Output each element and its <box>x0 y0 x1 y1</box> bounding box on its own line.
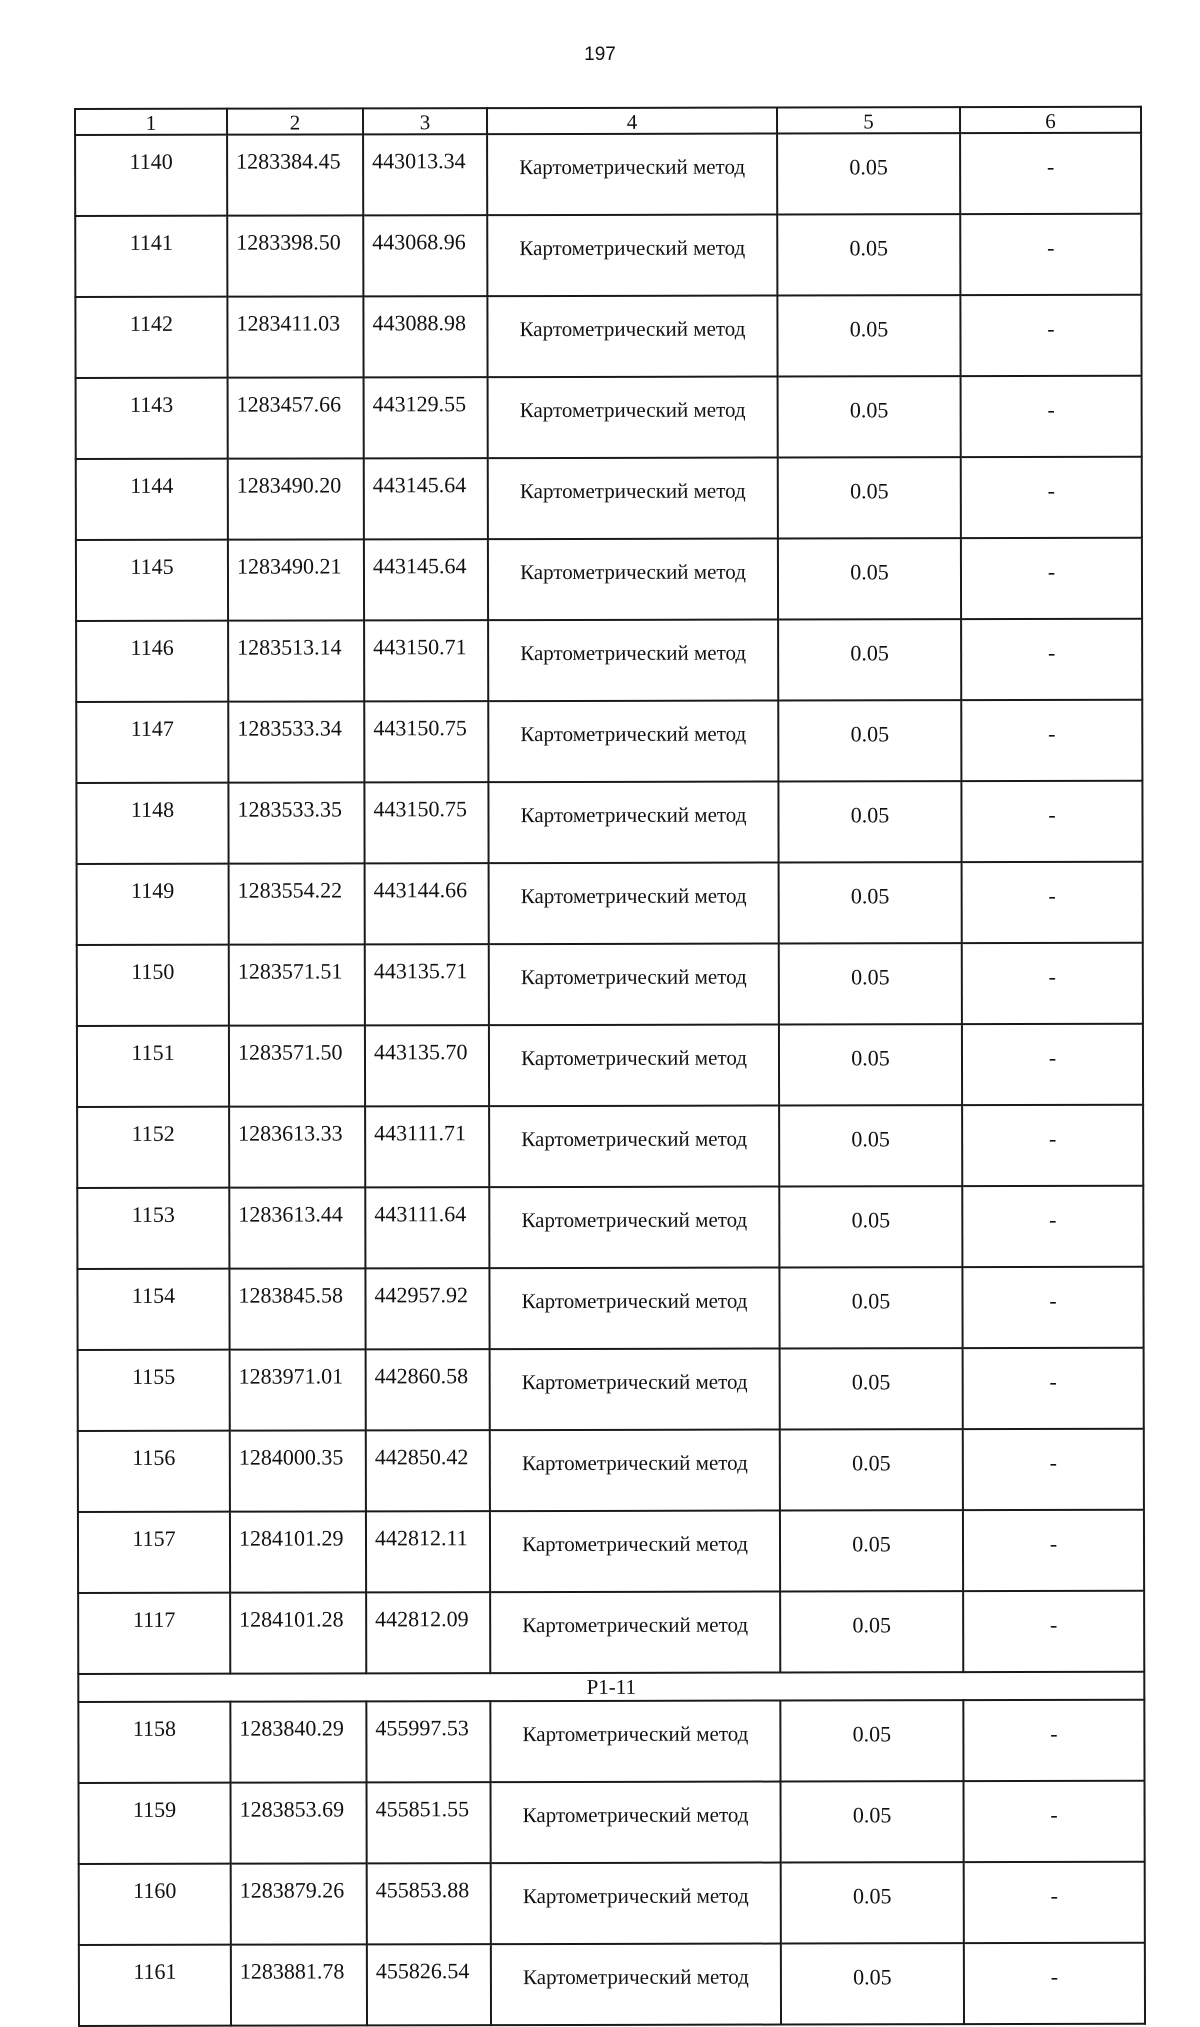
accuracy-cell: 0.05 <box>780 1348 963 1429</box>
note-cell: - <box>963 1510 1144 1591</box>
point-number-cell: 1153 <box>77 1188 229 1269</box>
y-coordinate-cell: 455826.54 <box>367 1944 491 2025</box>
x-coordinate-cell: 1283457.66 <box>228 377 364 458</box>
note-cell: - <box>964 1862 1145 1943</box>
y-coordinate-cell: 455853.88 <box>367 1863 491 1944</box>
accuracy-cell: 0.05 <box>779 1267 962 1348</box>
x-coordinate-cell: 1283384.45 <box>227 134 363 215</box>
method-cell: Картометрический метод <box>488 701 778 783</box>
column-header: 2 <box>227 108 363 134</box>
point-number-cell: 1152 <box>77 1107 229 1188</box>
x-coordinate-cell: 1283613.44 <box>229 1187 365 1268</box>
x-coordinate-cell: 1283490.21 <box>228 539 364 620</box>
accuracy-cell: 0.05 <box>779 1024 962 1105</box>
column-header: 5 <box>777 107 960 133</box>
note-cell: - <box>961 619 1142 700</box>
accuracy-cell: 0.05 <box>778 457 961 538</box>
accuracy-cell: 0.05 <box>778 376 961 457</box>
method-cell: Картометрический метод <box>490 1349 780 1431</box>
table-row <box>78 1700 1144 1783</box>
x-coordinate-cell: 1283881.78 <box>231 1944 367 2025</box>
point-number-cell: 1161 <box>79 1945 231 2026</box>
accuracy-cell: 0.05 <box>778 619 961 700</box>
table-row <box>78 1429 1144 1512</box>
y-coordinate-cell: 443111.64 <box>365 1187 489 1268</box>
table-row <box>77 943 1143 1026</box>
y-coordinate-cell: 443088.98 <box>363 296 487 377</box>
point-number-cell: 1151 <box>77 1026 229 1107</box>
table-row <box>77 1024 1143 1107</box>
x-coordinate-cell: 1283845.58 <box>229 1268 365 1349</box>
table-row <box>76 700 1142 783</box>
note-cell: - <box>964 1943 1145 2024</box>
column-header: 4 <box>487 108 777 135</box>
x-coordinate-cell: 1283853.69 <box>231 1782 367 1863</box>
y-coordinate-cell: 442850.42 <box>366 1430 490 1511</box>
point-number-cell: 1156 <box>78 1431 230 1512</box>
y-coordinate-cell: 443145.64 <box>364 539 488 620</box>
page-number: 197 <box>584 44 616 65</box>
y-coordinate-cell: 443068.96 <box>363 215 487 296</box>
table-row <box>76 781 1142 864</box>
accuracy-cell: 0.05 <box>779 1186 962 1267</box>
x-coordinate-cell: 1283613.33 <box>229 1106 365 1187</box>
table-row <box>75 133 1141 216</box>
point-number-cell: 1157 <box>78 1512 230 1593</box>
coordinates-table <box>74 106 1146 2027</box>
point-number-cell: 1148 <box>76 783 228 864</box>
note-cell: - <box>961 376 1142 457</box>
note-cell: - <box>962 1186 1143 1267</box>
table-row <box>78 1591 1144 1674</box>
point-number-cell: 1154 <box>77 1269 229 1350</box>
section-label: Р1-11 <box>78 1672 1144 1702</box>
method-cell: Картометрический метод <box>491 1944 781 2026</box>
note-cell: - <box>961 538 1142 619</box>
table-row <box>77 1186 1143 1269</box>
y-coordinate-cell: 443144.66 <box>365 863 489 944</box>
x-coordinate-cell: 1283490.20 <box>228 458 364 539</box>
table-row <box>76 457 1142 540</box>
x-coordinate-cell: 1284000.35 <box>230 1430 366 1511</box>
method-cell: Картометрический метод <box>490 1592 780 1674</box>
y-coordinate-cell: 443135.71 <box>365 944 489 1025</box>
x-coordinate-cell: 1283554.22 <box>229 863 365 944</box>
accuracy-cell: 0.05 <box>778 538 961 619</box>
note-cell: - <box>962 1024 1143 1105</box>
accuracy-cell: 0.05 <box>781 1781 964 1862</box>
point-number-cell: 1117 <box>78 1593 230 1674</box>
table-row <box>79 1943 1145 2026</box>
section-row <box>78 1672 1144 1702</box>
x-coordinate-cell: 1283398.50 <box>227 215 363 296</box>
column-header-row <box>75 107 1141 135</box>
accuracy-cell: 0.05 <box>779 943 962 1024</box>
x-coordinate-cell: 1283533.35 <box>228 782 364 863</box>
accuracy-cell: 0.05 <box>781 1943 964 2024</box>
point-number-cell: 1141 <box>75 216 227 297</box>
note-cell: - <box>960 295 1141 376</box>
table-row <box>76 619 1142 702</box>
x-coordinate-cell: 1283879.26 <box>231 1863 367 1944</box>
note-cell: - <box>961 700 1142 781</box>
note-cell: - <box>962 943 1143 1024</box>
y-coordinate-cell: 442812.11 <box>366 1511 490 1592</box>
x-coordinate-cell: 1283971.01 <box>230 1349 366 1430</box>
y-coordinate-cell: 442860.58 <box>366 1349 490 1430</box>
point-number-cell: 1147 <box>76 702 228 783</box>
accuracy-cell: 0.05 <box>779 1105 962 1186</box>
y-coordinate-cell: 455997.53 <box>366 1701 490 1782</box>
x-coordinate-cell: 1283411.03 <box>227 296 363 377</box>
point-number-cell: 1160 <box>79 1864 231 1945</box>
note-cell: - <box>961 781 1142 862</box>
method-cell: Картометрический метод <box>488 782 778 864</box>
table-row <box>79 1781 1145 1864</box>
column-header: 6 <box>960 107 1141 133</box>
column-header: 3 <box>363 108 487 134</box>
method-cell: Картометрический метод <box>487 215 777 297</box>
y-coordinate-cell: 443129.55 <box>364 377 488 458</box>
accuracy-cell: 0.05 <box>777 133 960 214</box>
method-cell: Картометрический метод <box>489 944 779 1026</box>
y-coordinate-cell: 443111.71 <box>365 1106 489 1187</box>
x-coordinate-cell: 1283533.34 <box>228 701 364 782</box>
note-cell: - <box>963 1700 1144 1781</box>
point-number-cell: 1145 <box>76 540 228 621</box>
note-cell: - <box>963 1429 1144 1510</box>
table-row <box>76 376 1142 459</box>
point-number-cell: 1144 <box>76 459 228 540</box>
point-number-cell: 1158 <box>78 1702 230 1783</box>
point-number-cell: 1159 <box>79 1783 231 1864</box>
x-coordinate-cell: 1284101.29 <box>230 1511 366 1592</box>
x-coordinate-cell: 1284101.28 <box>230 1592 366 1673</box>
accuracy-cell: 0.05 <box>780 1700 963 1781</box>
note-cell: - <box>960 133 1141 214</box>
y-coordinate-cell: 443145.64 <box>364 458 488 539</box>
point-number-cell: 1146 <box>76 621 228 702</box>
point-number-cell: 1142 <box>75 297 227 378</box>
method-cell: Картометрический метод <box>489 1187 779 1269</box>
table-row <box>79 1862 1145 1945</box>
note-cell: - <box>961 457 1142 538</box>
x-coordinate-cell: 1283571.50 <box>229 1025 365 1106</box>
table-row <box>75 295 1141 378</box>
table-body <box>75 107 1145 2026</box>
point-number-cell: 1143 <box>76 378 228 459</box>
method-cell: Картометрический метод <box>489 1268 779 1350</box>
method-cell: Картометрический метод <box>491 1782 781 1864</box>
accuracy-cell: 0.05 <box>777 214 960 295</box>
note-cell: - <box>960 214 1141 295</box>
method-cell: Картометрический метод <box>491 1863 781 1945</box>
table-row <box>77 1105 1143 1188</box>
note-cell: - <box>962 1267 1143 1348</box>
point-number-cell: 1155 <box>78 1350 230 1431</box>
table-row <box>76 538 1142 621</box>
y-coordinate-cell: 455851.55 <box>367 1782 491 1863</box>
table-row <box>77 1267 1143 1350</box>
accuracy-cell: 0.05 <box>780 1429 963 1510</box>
method-cell: Картометрический метод <box>490 1430 780 1512</box>
note-cell: - <box>964 1781 1145 1862</box>
y-coordinate-cell: 443013.34 <box>363 134 487 215</box>
y-coordinate-cell: 443150.75 <box>364 782 488 863</box>
column-header: 1 <box>75 109 227 135</box>
method-cell: Картометрический метод <box>488 458 778 540</box>
x-coordinate-cell: 1283840.29 <box>230 1701 366 1782</box>
y-coordinate-cell: 442957.92 <box>365 1268 489 1349</box>
method-cell: Картометрический метод <box>488 620 778 702</box>
method-cell: Картометрический метод <box>489 863 779 945</box>
y-coordinate-cell: 443135.70 <box>365 1025 489 1106</box>
accuracy-cell: 0.05 <box>777 295 960 376</box>
method-cell: Картометрический метод <box>490 1701 780 1783</box>
y-coordinate-cell: 443150.71 <box>364 620 488 701</box>
table-row <box>78 1510 1144 1593</box>
method-cell: Картометрический метод <box>487 296 777 378</box>
note-cell: - <box>963 1348 1144 1429</box>
table-row <box>77 862 1143 945</box>
accuracy-cell: 0.05 <box>779 862 962 943</box>
method-cell: Картометрический метод <box>489 1106 779 1188</box>
y-coordinate-cell: 443150.75 <box>364 701 488 782</box>
method-cell: Картометрический метод <box>487 134 777 216</box>
table-row <box>75 214 1141 297</box>
method-cell: Картометрический метод <box>489 1025 779 1107</box>
note-cell: - <box>962 862 1143 943</box>
accuracy-cell: 0.05 <box>780 1510 963 1591</box>
method-cell: Картометрический метод <box>488 539 778 621</box>
point-number-cell: 1140 <box>75 135 227 216</box>
point-number-cell: 1150 <box>77 945 229 1026</box>
accuracy-cell: 0.05 <box>781 1862 964 1943</box>
note-cell: - <box>963 1591 1144 1672</box>
accuracy-cell: 0.05 <box>778 700 961 781</box>
point-number-cell: 1149 <box>77 864 229 945</box>
accuracy-cell: 0.05 <box>778 781 961 862</box>
method-cell: Картометрический метод <box>488 377 778 459</box>
y-coordinate-cell: 442812.09 <box>366 1592 490 1673</box>
method-cell: Картометрический метод <box>490 1511 780 1593</box>
accuracy-cell: 0.05 <box>780 1591 963 1672</box>
note-cell: - <box>962 1105 1143 1186</box>
x-coordinate-cell: 1283571.51 <box>229 944 365 1025</box>
x-coordinate-cell: 1283513.14 <box>228 620 364 701</box>
table-row <box>78 1348 1144 1431</box>
